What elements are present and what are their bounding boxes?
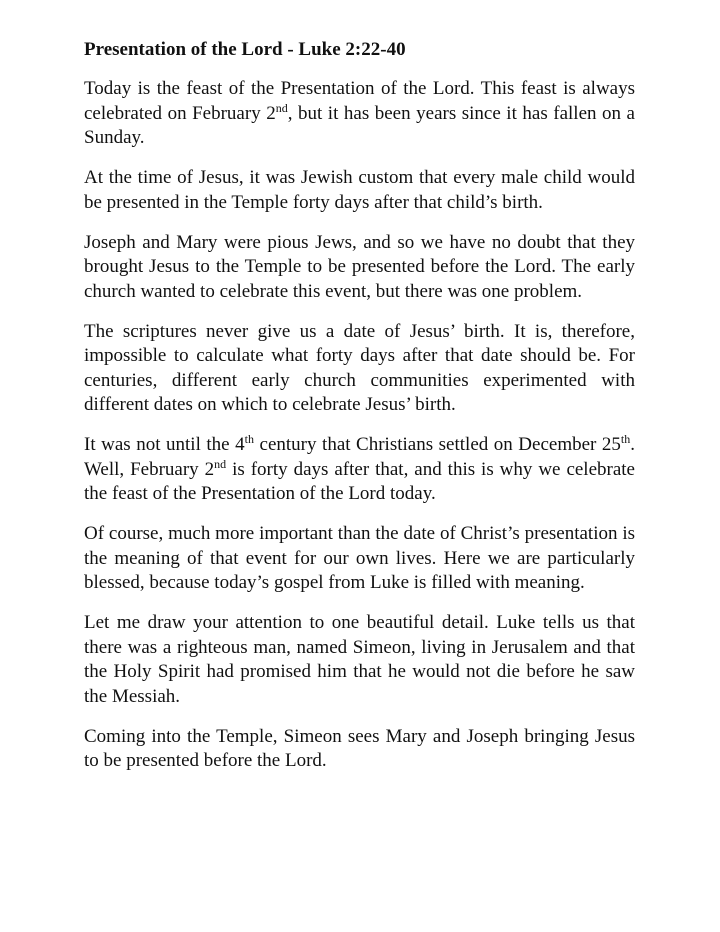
document-title: Presentation of the Lord - Luke 2:22-40 xyxy=(84,39,406,60)
paragraph-1 xyxy=(84,77,635,151)
superscript: th xyxy=(620,432,631,446)
paragraph-text: , but it has been years since it has fallen on a Sunday. xyxy=(84,102,635,148)
paragraph-text: It was not until the 4 xyxy=(84,434,245,455)
superscript: th xyxy=(244,432,254,446)
paragraph-7: Let me draw your attention to one beautiful detail. Luke tells us that there was a righteous man, named Simeon, living in Jerusalem and that the Holy Spirit had promised him that he would not die before he saw the Messiah. xyxy=(84,612,635,707)
paragraph-5 xyxy=(84,433,635,507)
document-page xyxy=(84,38,635,789)
paragraph-2: At the time of Jesus, it was Jewish custom that every male child would be presented in the Temple forty days after that child’s birth. xyxy=(84,167,635,213)
paragraph-text: Today is the feast of the Presentation of the Lord. This feast is always celebrated on February 2 xyxy=(84,78,635,124)
paragraph-text: . Well, February 2 xyxy=(84,434,635,480)
superscript: nd xyxy=(275,100,288,115)
paragraph-text: century that Christians settled on December 25 xyxy=(254,434,621,455)
paragraph-3: Joseph and Mary were pious Jews, and so we have no doubt that they brought Jesus to the Temple to be presented before the Lord. The early church wanted to celebrate this event, but there was one problem. xyxy=(84,231,635,302)
paragraph-8: Coming into the Temple, Simeon sees Mary and Joseph bringing Jesus to be presented before the Lord. xyxy=(84,725,635,771)
paragraph-text: is forty days after that, and this is why we celebrate the feast of the Presentation of the Lord today. xyxy=(84,458,635,504)
paragraph-6: Of course, much more important than the date of Christ’s presentation is the meaning of that event for our own lives. Here we are particularly blessed, because today’s gospel from Luke is filled with meaning. xyxy=(84,523,635,593)
superscript: nd xyxy=(214,456,227,471)
paragraph-4: The scriptures never give us a date of Jesus’ birth. It is, therefore, impossible to calculate what forty days after that date should be. For centuries, different early church communities experimented with different dates on which to celebrate Jesus’ birth. xyxy=(84,320,635,415)
